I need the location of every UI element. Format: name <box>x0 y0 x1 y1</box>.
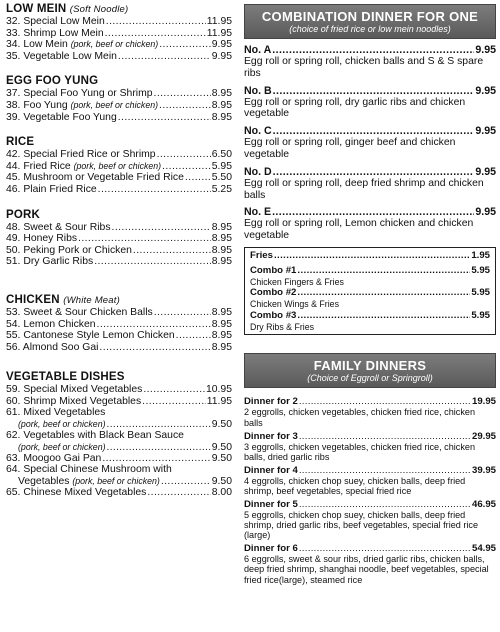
banner-subtitle: (choice of fried rice or low mein noodles) <box>289 24 451 34</box>
menu-item <box>6 51 232 63</box>
fries-description: Chicken Wings & Fries <box>250 299 339 310</box>
section-title: RICE <box>6 136 35 149</box>
dot-leader <box>118 112 211 124</box>
item-name: 65. Chinese Mixed Vegetables <box>6 487 147 499</box>
combo-item <box>244 125 496 161</box>
dot-leader <box>154 88 211 100</box>
family-dinner-price: 29.95 <box>471 430 496 442</box>
menu-item <box>6 28 232 40</box>
menu-item <box>6 88 232 100</box>
item-name-text: 53. Sweet & Sour Chicken Balls <box>6 306 153 318</box>
item-price: 8.95 <box>211 233 232 245</box>
dot-leader <box>107 419 211 430</box>
section-title-text: LOW MEIN <box>6 3 67 15</box>
fries-label: Combo #3 <box>250 309 297 321</box>
menu-item <box>6 330 232 342</box>
item-price: 9.95 <box>211 39 232 51</box>
item-price: 8.95 <box>211 306 232 318</box>
item-name <box>6 222 111 234</box>
combo-description: Egg roll or spring roll, dry garlic ribs and chicken vegetable <box>244 96 466 120</box>
section-title: PORK <box>6 208 41 221</box>
item-name <box>6 112 117 124</box>
dot-leader <box>106 16 206 28</box>
item-name <box>6 161 161 173</box>
dot-leader <box>94 256 211 268</box>
combo-label: No. B <box>244 84 272 97</box>
combo-label: No. E <box>244 206 272 219</box>
item-price: 8.95 <box>211 88 232 100</box>
banner-title: FAMILY DINNERS <box>313 358 427 374</box>
combo-price: 9.95 <box>475 206 496 219</box>
item-name: 62. Vegetables with Black Bean Sauce <box>6 430 184 442</box>
banner-subtitle: (Choice of Eggroll or Springroll) <box>307 373 433 384</box>
family-dinner-item <box>244 465 496 496</box>
fries-price: 1.95 <box>471 249 490 261</box>
item-price: 8.95 <box>211 256 232 268</box>
item-name <box>6 51 117 63</box>
item-name-text: 49. Honey Ribs <box>6 233 78 245</box>
family-dinner-price: 39.95 <box>471 464 496 476</box>
item-name <box>6 28 104 40</box>
family-dinner-price: 19.95 <box>471 396 496 408</box>
dot-leader <box>274 250 470 262</box>
item-name-text: 42. Special Fried Rice or Shrimp <box>6 149 156 161</box>
dot-leader <box>102 453 210 465</box>
item-name-text: 37. Special Foo Yung or Shrimp <box>6 88 153 100</box>
item-name-text: 54. Lemon Chicken <box>6 318 96 330</box>
family-dinner-header <box>244 431 496 442</box>
item-name-text: 51. Dry Garlic Ribs <box>6 256 94 268</box>
item-price: 8.00 <box>211 487 232 499</box>
section-low-mein <box>6 3 232 62</box>
family-dinner-item <box>244 543 496 584</box>
family-dinner-description: 5 eggrolls, chicken chop suey, chicken balls, deep fried shrimp, dried garlic ribs, beef vegetables, special fried rice (large) <box>244 510 479 541</box>
combo-price: 9.95 <box>475 84 496 97</box>
item-name-text: 46. Plain Fried Rice <box>6 183 97 195</box>
combo-header <box>244 206 496 218</box>
fries-price: 5.95 <box>471 287 490 299</box>
family-dinner-description: 6 eggrolls, sweet & sour ribs, dried garlic ribs, chicken balls, deep fried shrimp, shanghai noodle, beef vegetables, special fried rice(large), steamed rice <box>244 554 489 585</box>
dot-leader <box>176 330 211 342</box>
section-subtitle: (Soft Noodle) <box>69 4 129 15</box>
item-price: 9.95 <box>211 50 232 62</box>
item-name-text: 56. Almond Soo Gai <box>6 341 99 353</box>
item-name <box>6 330 175 342</box>
combo-description: Egg roll or spring roll, ginger beef and chicken vegetable <box>244 137 456 160</box>
menu-item <box>6 149 232 161</box>
fries-label: Combo #2 <box>250 287 297 299</box>
menu-item <box>6 256 232 268</box>
item-note: (pork, beef or chicken) <box>73 160 162 171</box>
item-price: 9.50 <box>211 452 232 464</box>
family-dinner-label: Dinner for 4 <box>244 464 298 476</box>
item-name <box>6 88 153 100</box>
dot-leader <box>273 166 475 178</box>
menu-item <box>6 396 232 408</box>
family-dinner-header <box>244 465 496 476</box>
menu-item <box>6 222 232 234</box>
combo-header <box>244 166 496 178</box>
section-title-text: CHICKEN <box>6 293 60 306</box>
item-name <box>6 184 97 196</box>
combination-dinner-banner <box>244 4 496 39</box>
item-price: 8.95 <box>211 111 232 123</box>
item-name <box>6 39 158 51</box>
fries-price: 5.95 <box>471 264 490 276</box>
item-price: 8.95 <box>211 221 232 233</box>
menu-item <box>6 112 232 124</box>
item-name-text: 32. Special Low Mein <box>6 16 105 27</box>
menu-item <box>6 464 232 487</box>
item-name <box>6 16 105 28</box>
dot-leader <box>162 161 211 173</box>
section-title <box>6 3 232 16</box>
dot-leader <box>297 310 470 322</box>
dot-leader <box>272 44 474 56</box>
item-price: 5.50 <box>211 172 232 184</box>
menu-item <box>6 16 232 28</box>
menu-item <box>6 245 232 257</box>
dot-leader <box>78 233 211 245</box>
item-name: 61. Mixed Vegetables <box>6 407 106 419</box>
item-name-text: 44. Fried Rice <box>6 160 74 172</box>
fries-header <box>250 287 490 299</box>
fries-item <box>250 250 490 262</box>
family-dinner-label: Dinner for 5 <box>244 499 298 511</box>
menu-item <box>6 384 232 396</box>
family-dinner-price: 46.95 <box>471 499 496 511</box>
item-name-text: 48. Sweet & Sour Ribs <box>6 221 111 233</box>
item-price: 5.95 <box>211 160 232 172</box>
section-title: EGG FOO YUNG <box>6 75 99 88</box>
menu-item <box>6 319 232 331</box>
dot-leader <box>118 51 211 63</box>
item-note: (pork, beef or chicken) <box>72 475 160 486</box>
dot-leader <box>299 431 471 442</box>
family-dinner-item <box>244 499 496 540</box>
item-note: (pork, beef or chicken) <box>70 99 159 110</box>
dot-leader <box>159 100 211 112</box>
combo-item <box>244 206 496 242</box>
section-egg-foo-yung <box>6 75 232 123</box>
family-dinner-item <box>244 396 496 427</box>
dot-leader <box>157 149 211 161</box>
family-dinner-description: 3 eggrolls, chicken vegetables, chicken fried rice, chicken balls, dried garlic ribs <box>244 441 475 462</box>
combo-item <box>244 44 496 80</box>
combo-description: Egg roll or spring roll, deep fried shrimp and chicken balls <box>244 177 484 201</box>
combo-label: No. A <box>244 44 272 56</box>
dot-leader <box>161 476 211 488</box>
dot-leader <box>299 543 471 554</box>
combo-description: Egg roll or spring roll, Lemon chicken and chicken vegetable <box>244 218 474 242</box>
menu-item <box>6 184 232 196</box>
family-dinner-header <box>244 543 496 554</box>
dot-leader <box>142 396 206 408</box>
item-name: 59. Special Mixed Vegetables <box>6 384 143 396</box>
section-pork <box>6 209 232 268</box>
item-price: 8.95 <box>211 341 232 353</box>
section-title: VEGETABLE DISHES <box>6 371 125 384</box>
fries-header <box>250 265 490 277</box>
fries-label: Fries <box>250 249 273 261</box>
combo-description: Egg roll or spring roll, chicken balls and S & S spare ribs <box>244 56 484 79</box>
item-price: 8.95 <box>211 318 232 330</box>
family-dinner-label: Dinner for 6 <box>244 543 298 555</box>
item-name-text: 50. Peking Pork or Chicken <box>6 244 132 256</box>
dot-leader <box>297 287 470 299</box>
combo-price: 9.95 <box>475 125 496 138</box>
item-note: (pork, beef or chicken) <box>18 419 106 430</box>
item-name-text: 55. Cantonese Style Lemon Chicken <box>6 330 175 342</box>
family-dinner-description: 2 eggrolls, chicken vegetables, chicken fried rice, chicken balls <box>244 407 475 428</box>
menu-item <box>6 233 232 245</box>
dot-leader <box>112 222 211 234</box>
fries-item <box>250 287 490 310</box>
item-name-text: 39. Vegetable Foo Yung <box>6 111 117 123</box>
combo-label: No. C <box>244 125 272 138</box>
dot-leader <box>273 85 475 97</box>
item-price: 11.95 <box>206 395 232 407</box>
item-name <box>6 233 77 245</box>
family-dinner-label: Dinner for 2 <box>244 396 298 408</box>
family-dinner-item <box>244 431 496 462</box>
dot-leader <box>159 39 211 51</box>
dot-leader <box>147 487 210 499</box>
dot-leader <box>143 384 205 396</box>
item-name <box>6 342 98 354</box>
dot-leader <box>185 172 211 184</box>
item-price: 9.50 <box>211 441 232 453</box>
menu-item <box>6 430 232 453</box>
dot-leader <box>299 396 471 407</box>
combo-header <box>244 44 496 56</box>
dot-leader <box>99 342 210 354</box>
item-name: 63. Moogoo Gai Pan <box>6 452 102 464</box>
dot-leader <box>154 307 211 319</box>
item-name-text: 38. Foo Yung <box>6 99 71 111</box>
menu-item <box>6 407 232 430</box>
item-note: (pork, beef or chicken) <box>18 441 106 452</box>
section-title <box>6 294 232 307</box>
section-subtitle: (White Meat) <box>63 294 120 306</box>
fries-label: Combo #1 <box>250 264 297 276</box>
menu-item <box>6 307 232 319</box>
item-price: 6.50 <box>211 149 232 161</box>
item-price: 11.95 <box>206 16 232 27</box>
item-name <box>6 245 132 257</box>
menu-item <box>6 342 232 354</box>
item-name <box>6 172 184 184</box>
section-chicken <box>6 294 232 353</box>
dot-leader <box>133 245 211 257</box>
fries-box <box>244 247 496 336</box>
item-note: (pork, beef or chicken) <box>70 39 159 50</box>
item-name-line2: Vegetables <box>18 475 73 487</box>
dot-leader <box>272 206 474 218</box>
fries-price: 5.95 <box>471 309 490 321</box>
section-vegetable-dishes <box>6 371 232 499</box>
fries-item <box>250 310 490 333</box>
section-rice <box>6 136 232 195</box>
combination-list <box>244 44 496 242</box>
item-price: 8.95 <box>211 244 232 256</box>
family-dinner-header <box>244 499 496 510</box>
right-column <box>244 4 496 588</box>
combo-item <box>244 85 496 121</box>
item-price: 10.95 <box>205 384 232 396</box>
combo-price: 9.95 <box>475 165 496 178</box>
combo-header <box>244 125 496 137</box>
family-dinner-label: Dinner for 3 <box>244 430 298 442</box>
menu-item <box>6 172 232 184</box>
item-name <box>6 256 93 268</box>
item-name-text: 33. Shrimp Low Mein <box>6 27 104 39</box>
dot-leader <box>297 265 470 277</box>
dot-leader <box>98 184 211 196</box>
item-name-text: 34. Low Mein <box>6 39 71 51</box>
combo-item <box>244 166 496 202</box>
fries-description: Dry Ribs & Fries <box>250 321 315 332</box>
item-name <box>6 319 96 331</box>
combo-header <box>244 85 496 97</box>
family-dinner-description: 4 eggrolls, chicken chop suey, chicken balls, deep fried shrimp, beef vegetables, special fried rice <box>244 475 466 496</box>
combo-label: No. D <box>244 165 272 178</box>
menu-item <box>6 161 232 173</box>
combo-price: 9.95 <box>475 44 496 56</box>
item-price: 11.95 <box>206 27 232 39</box>
item-name-text: 35. Vegetable Low Mein <box>6 50 117 62</box>
fries-header <box>250 310 490 322</box>
fries-item <box>250 265 490 288</box>
family-dinner-price: 54.95 <box>471 543 496 555</box>
item-name: 60. Shrimp Mixed Vegetables <box>6 395 142 407</box>
fries-header <box>250 250 490 262</box>
item-name <box>6 100 158 112</box>
menu-item <box>6 100 232 112</box>
item-name <box>6 307 153 319</box>
item-price: 8.95 <box>211 330 232 342</box>
item-name-text: 45. Mushroom or Vegetable Fried Rice <box>6 172 184 184</box>
dot-leader <box>107 442 211 453</box>
dot-leader <box>299 499 471 510</box>
dot-leader <box>105 28 206 40</box>
family-dinner-list <box>244 396 496 584</box>
banner-title: COMBINATION DINNER FOR ONE <box>261 9 479 24</box>
menu-item <box>6 453 232 465</box>
family-dinner-header <box>244 396 496 407</box>
dot-leader <box>97 319 211 331</box>
item-name: 64. Special Chinese Mushroom with <box>6 464 172 476</box>
menu-item <box>6 39 232 51</box>
menu-item <box>6 487 232 499</box>
item-name <box>6 149 156 161</box>
item-price: 9.50 <box>211 419 232 431</box>
dot-leader <box>273 125 475 137</box>
item-price: 9.50 <box>211 475 232 487</box>
family-dinners-banner <box>244 353 496 388</box>
left-column <box>6 3 232 499</box>
item-price: 5.25 <box>211 183 232 195</box>
item-price: 8.95 <box>211 99 232 111</box>
dot-leader <box>299 465 471 476</box>
fries-description: Chicken Fingers & Fries <box>250 276 344 287</box>
